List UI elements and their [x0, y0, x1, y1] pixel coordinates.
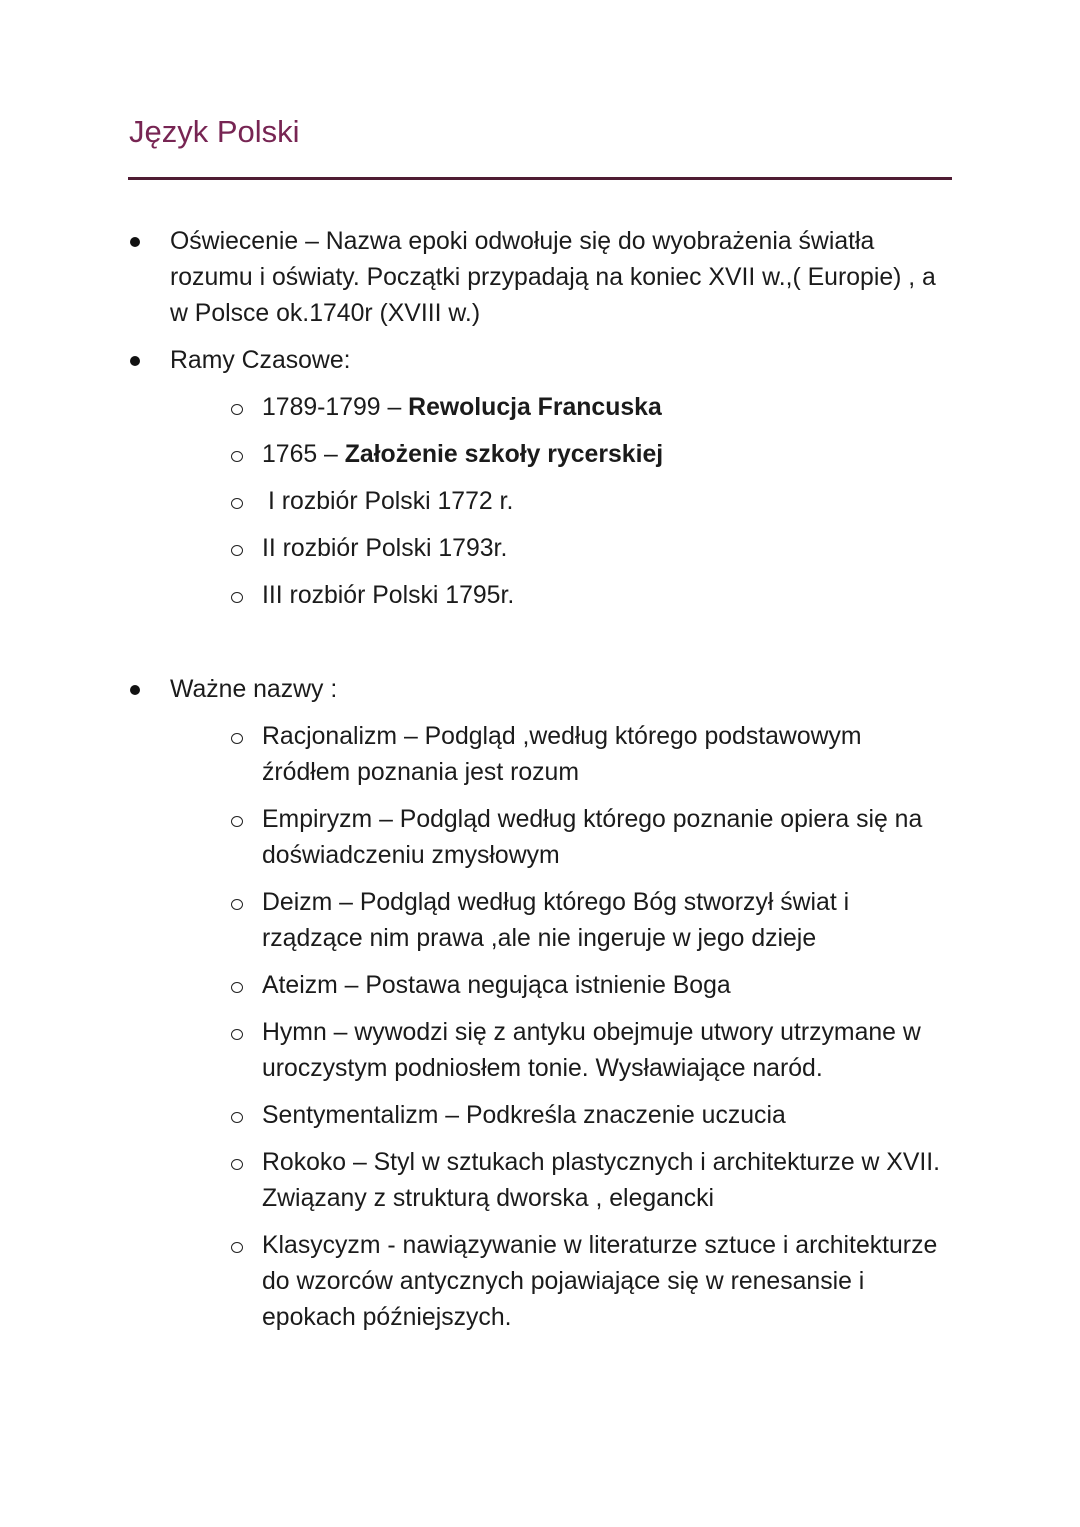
term-item-hymn: [262, 1015, 1080, 1087]
title-divider: [128, 177, 952, 180]
bullet-dot-icon: [130, 685, 140, 695]
term-text-line: Racjonalizm – Podgląd ,według którego podstawowym: [262, 723, 862, 750]
term-text-line: źródłem poznania jest rozum: [262, 759, 579, 786]
sub-bullet-circle-icon: [231, 404, 243, 415]
timeline-item-text: III rozbiór Polski 1795r.: [262, 582, 515, 609]
bullet-item-time-frame: [0, 343, 1080, 614]
sub-bullet-circle-icon: [231, 816, 243, 827]
timeline-item: [262, 390, 1080, 426]
timeline-item-text: I rozbiór Polski 1772 r.: [268, 488, 514, 515]
timeline-list: [262, 390, 1080, 614]
term-text-line: uroczystym podniosłem tonie. Wysławiające naród.: [262, 1055, 823, 1082]
bullet-text-line: rozumu i oświaty. Początki przypadają na koniec XVII w.,( Europie) , a: [170, 264, 936, 291]
timeline-item: [262, 437, 1080, 473]
timeline-event: Rewolucja Francuska: [408, 394, 662, 421]
timeline-event: Założenie szkoły rycerskiej: [344, 441, 664, 468]
bullet-text-line: w Polsce ok.1740r (XVIII w.): [170, 300, 481, 327]
timeline-item: [262, 484, 1080, 520]
term-text-line: Deizm – Podgląd według którego Bóg stworzył świat i: [262, 889, 850, 916]
term-text-line: Rokoko – Styl w sztukach plastycznych i architekturze w XVII.: [262, 1149, 941, 1176]
term-item-klasycyzm: [262, 1228, 1080, 1336]
sub-bullet-circle-icon: [231, 1112, 243, 1123]
sub-bullet-circle-icon: [231, 498, 243, 509]
sub-bullet-circle-icon: [231, 1029, 243, 1040]
bullet-text-line: Oświecenie – Nazwa epoki odwołuje się do wyobrażenia światła: [170, 228, 875, 255]
bullet-dot-icon: [130, 237, 140, 247]
term-item-sentymentalizm: [262, 1098, 1080, 1134]
sub-bullet-circle-icon: [231, 451, 243, 462]
term-text-line: Ateizm – Postawa negująca istnienie Boga: [262, 972, 731, 999]
term-text-line: do wzorców antycznych pojawiające się w renesansie i: [262, 1268, 865, 1295]
timeline-date: 1765 –: [262, 441, 345, 468]
term-text-line: Związany z strukturą dworska , elegancki: [262, 1185, 715, 1212]
bullet-dot-icon: [130, 356, 140, 366]
timeline-item: [262, 578, 1080, 614]
timeline-date: 1789-1799 –: [262, 394, 409, 421]
sub-bullet-circle-icon: [231, 592, 243, 603]
term-item-deizm: [262, 885, 1080, 957]
page-title: Język Polski: [129, 114, 300, 149]
timeline-item: [262, 531, 1080, 567]
term-item-ateizm: [262, 968, 1080, 1004]
sub-bullet-circle-icon: [231, 1159, 243, 1170]
term-item-racjonalizm: [262, 719, 1080, 791]
sub-bullet-circle-icon: [231, 545, 243, 556]
term-item-rokoko: [262, 1145, 1080, 1217]
timeline-item-text: [262, 437, 1080, 473]
bullet-item-key-terms: [0, 672, 1080, 1336]
term-text-line: Hymn – wywodzi się z antyku obejmuje utwory utrzymane w: [262, 1019, 921, 1046]
term-text-line: epokach późniejszych.: [262, 1304, 512, 1331]
sub-bullet-circle-icon: [231, 982, 243, 993]
bullet-heading: Ramy Czasowe:: [170, 347, 351, 374]
term-text-line: rządzące nim prawa ,ale nie ingeruje w jego dzieje: [262, 925, 817, 952]
bullet-item-enlightenment: [0, 224, 1080, 332]
notes-list: [0, 224, 1080, 1347]
sub-bullet-circle-icon: [231, 733, 243, 744]
bullet-heading: Ważne nazwy :: [170, 676, 338, 703]
timeline-item-text: II rozbiór Polski 1793r.: [262, 535, 508, 562]
timeline-item-text: [262, 390, 1080, 426]
term-item-empiryzm: [262, 802, 1080, 874]
term-text-line: doświadczeniu zmysłowym: [262, 842, 560, 869]
term-text-line: Klasycyzm - nawiązywanie w literaturze sztuce i architekturze: [262, 1232, 938, 1259]
terms-list: [262, 719, 1080, 1336]
term-text-line: Empiryzm – Podgląd według którego poznanie opiera się na: [262, 806, 923, 833]
sub-bullet-circle-icon: [231, 1242, 243, 1253]
term-text-line: Sentymentalizm – Podkreśla znaczenie uczucia: [262, 1102, 786, 1129]
sub-bullet-circle-icon: [231, 899, 243, 910]
